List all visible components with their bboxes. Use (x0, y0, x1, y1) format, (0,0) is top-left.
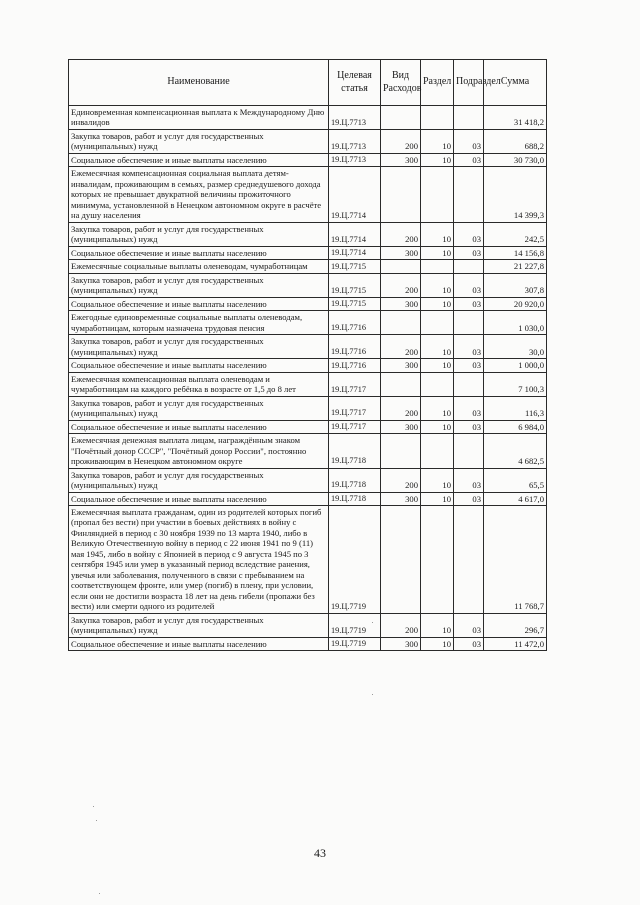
cell-expense-type (381, 434, 421, 468)
cell-sum: 4 682,5 (484, 434, 547, 468)
cell-article: 19.Ц.7717 (329, 396, 381, 420)
cell-name: Закупка товаров, работ и услуг для государственных (муниципальных) нужд (69, 396, 329, 420)
cell-name: Ежемесячная выплата гражданам, один из родителей которых погиб (пропал без вести) при участии в боевых действиях в войну с Финляндией в период с 30 ноября 1939 по 13 марта 1940, либо в Великую Отечественную войну в период с 22 июня 1941 по 9 (11) мая 1945, либо в войну с Японией в период с 9 августа 1945 по 3 сентября 1945 или умер в указанный период вследствие ранения, увечья или заболевания, полученного в связи с пребыванием на соответствующем фронте, или умер (погиб) в плену, при условии, если они не достигли возраста 18 лет на день гибели (пропажи без вести) или смерти одного из родителей (69, 505, 329, 613)
page-number: 43 (314, 846, 326, 860)
cell-subsection (454, 311, 484, 335)
cell-article: 19.Ц.7718 (329, 434, 381, 468)
cell-subsection (454, 260, 484, 273)
cell-subsection: 03 (454, 420, 484, 433)
cell-sum: 11 768,7 (484, 505, 547, 613)
scan-speck (99, 893, 100, 894)
header-name: Наименование (69, 60, 329, 106)
cell-sum: 242,5 (484, 222, 547, 246)
cell-sum: 6 984,0 (484, 420, 547, 433)
cell-sum: 65,5 (484, 468, 547, 492)
cell-section: 10 (421, 222, 454, 246)
table-row (69, 106, 547, 130)
table-row (69, 246, 547, 259)
cell-section: 10 (421, 129, 454, 153)
cell-article: 19.Ц.7716 (329, 359, 381, 372)
scan-speck (372, 622, 373, 623)
cell-name: Закупка товаров, работ и услуг для государственных (муниципальных) нужд (69, 273, 329, 297)
cell-sum: 307,8 (484, 273, 547, 297)
cell-subsection: 03 (454, 129, 484, 153)
table-row (69, 372, 547, 396)
table-row (69, 167, 547, 222)
table-row (69, 335, 547, 359)
cell-expense-type (381, 260, 421, 273)
cell-expense-type: 200 (381, 613, 421, 637)
cell-article: 19.Ц.7714 (329, 222, 381, 246)
table-row (69, 434, 547, 468)
cell-expense-type (381, 372, 421, 396)
cell-subsection: 03 (454, 246, 484, 259)
cell-name: Ежегодные единовременные социальные выплаты оленеводам, чумработницам, которым назначена трудовая пенсия (69, 311, 329, 335)
cell-sum: 116,3 (484, 396, 547, 420)
cell-section: 10 (421, 420, 454, 433)
cell-expense-type (381, 505, 421, 613)
cell-section: 10 (421, 468, 454, 492)
cell-expense-type: 300 (381, 153, 421, 166)
cell-article: 19.Ц.7715 (329, 273, 381, 297)
cell-name: Ежемесячные социальные выплаты оленеводам, чумработницам (69, 260, 329, 273)
cell-expense-type: 300 (381, 420, 421, 433)
cell-subsection: 03 (454, 637, 484, 650)
cell-article: 19.Ц.7714 (329, 246, 381, 259)
cell-section: 10 (421, 613, 454, 637)
cell-subsection (454, 505, 484, 613)
cell-section: 10 (421, 335, 454, 359)
table-row (69, 129, 547, 153)
table-row (69, 297, 547, 310)
cell-section: 10 (421, 359, 454, 372)
cell-article: 19.Ц.7719 (329, 637, 381, 650)
cell-article: 19.Ц.7713 (329, 106, 381, 130)
cell-section (421, 167, 454, 222)
cell-article: 19.Ц.7715 (329, 297, 381, 310)
cell-sum: 296,7 (484, 613, 547, 637)
cell-name: Социальное обеспечение и иные выплаты населению (69, 492, 329, 505)
cell-expense-type: 300 (381, 246, 421, 259)
cell-section: 10 (421, 246, 454, 259)
table-row (69, 222, 547, 246)
cell-expense-type (381, 311, 421, 335)
table-row (69, 637, 547, 650)
scan-speck (93, 806, 94, 807)
cell-sum: 30 730,0 (484, 153, 547, 166)
cell-subsection: 03 (454, 396, 484, 420)
cell-subsection: 03 (454, 613, 484, 637)
cell-sum: 31 418,2 (484, 106, 547, 130)
cell-sum: 1 030,0 (484, 311, 547, 335)
cell-subsection (454, 106, 484, 130)
cell-name: Закупка товаров, работ и услуг для государственных (муниципальных) нужд (69, 222, 329, 246)
header-section: Раздел (421, 60, 454, 106)
cell-name: Ежемесячная компенсационная социальная выплата детям-инвалидам, проживающим в семьях, размер среднедушевого дохода которых не превышает двукратной величины прожиточного минимума, установленной в Ненецком автономном округе в расчёте на душу населения (69, 167, 329, 222)
cell-name: Ежемесячная денежная выплата лицам, награждённым знаком "Почётный донор СССР", "Почётный донор России", постоянно проживающим в Ненецком автономном округе (69, 434, 329, 468)
cell-expense-type: 300 (381, 637, 421, 650)
cell-sum: 30,0 (484, 335, 547, 359)
cell-name: Социальное обеспечение и иные выплаты населению (69, 359, 329, 372)
cell-section: 10 (421, 396, 454, 420)
cell-section (421, 505, 454, 613)
cell-expense-type: 200 (381, 273, 421, 297)
cell-name: Социальное обеспечение и иные выплаты населению (69, 153, 329, 166)
cell-section (421, 106, 454, 130)
cell-name: Социальное обеспечение и иные выплаты населению (69, 637, 329, 650)
cell-section (421, 311, 454, 335)
cell-expense-type: 200 (381, 222, 421, 246)
budget-table (68, 59, 547, 651)
cell-article: 19.Ц.7718 (329, 468, 381, 492)
cell-subsection: 03 (454, 153, 484, 166)
cell-section: 10 (421, 637, 454, 650)
cell-article: 19.Ц.7713 (329, 153, 381, 166)
cell-section (421, 260, 454, 273)
table-row (69, 153, 547, 166)
cell-expense-type: 200 (381, 129, 421, 153)
cell-subsection: 03 (454, 297, 484, 310)
cell-subsection (454, 434, 484, 468)
table-body (69, 106, 547, 651)
cell-name: Закупка товаров, работ и услуг для государственных (муниципальных) нужд (69, 613, 329, 637)
cell-subsection: 03 (454, 468, 484, 492)
cell-sum: 11 472,0 (484, 637, 547, 650)
table-row (69, 273, 547, 297)
cell-name: Социальное обеспечение и иные выплаты населению (69, 246, 329, 259)
header-expense-type: Вид Расходов (381, 60, 421, 106)
cell-subsection (454, 372, 484, 396)
table-row (69, 311, 547, 335)
table-header-row (69, 60, 547, 106)
cell-article: 19.Ц.7719 (329, 613, 381, 637)
cell-sum: 4 617,0 (484, 492, 547, 505)
cell-sum: 14 156,8 (484, 246, 547, 259)
header-article: Целевая статья (329, 60, 381, 106)
table-row (69, 260, 547, 273)
cell-sum: 21 227,8 (484, 260, 547, 273)
cell-section (421, 434, 454, 468)
scan-speck (372, 694, 373, 695)
table-row (69, 420, 547, 433)
table-row (69, 492, 547, 505)
cell-name: Социальное обеспечение и иные выплаты населению (69, 420, 329, 433)
cell-name: Закупка товаров, работ и услуг для государственных (муниципальных) нужд (69, 335, 329, 359)
cell-sum: 7 100,3 (484, 372, 547, 396)
cell-name: Ежемесячная компенсационная выплата оленеводам и чумработницам на каждого ребёнка в возрасте от 1,5 до 8 лет (69, 372, 329, 396)
cell-expense-type: 200 (381, 396, 421, 420)
cell-expense-type: 200 (381, 335, 421, 359)
cell-sum: 1 000,0 (484, 359, 547, 372)
header-sum: Сумма (484, 60, 547, 106)
cell-expense-type: 300 (381, 492, 421, 505)
header-subsection: Подраздел (454, 60, 484, 106)
cell-subsection: 03 (454, 335, 484, 359)
cell-article: 19.Ц.7713 (329, 129, 381, 153)
table-row (69, 359, 547, 372)
cell-expense-type: 300 (381, 297, 421, 310)
cell-section (421, 372, 454, 396)
cell-sum: 14 399,3 (484, 167, 547, 222)
table-row (69, 396, 547, 420)
cell-section: 10 (421, 297, 454, 310)
cell-article: 19.Ц.7716 (329, 335, 381, 359)
cell-subsection: 03 (454, 273, 484, 297)
cell-expense-type: 200 (381, 468, 421, 492)
cell-sum: 688,2 (484, 129, 547, 153)
cell-expense-type (381, 167, 421, 222)
cell-article: 19.Ц.7717 (329, 372, 381, 396)
cell-name: Единовременная компенсационная выплата к Международному Дню инвалидов (69, 106, 329, 130)
cell-expense-type: 300 (381, 359, 421, 372)
cell-subsection: 03 (454, 359, 484, 372)
cell-name: Закупка товаров, работ и услуг для государственных (муниципальных) нужд (69, 129, 329, 153)
cell-expense-type (381, 106, 421, 130)
cell-article: 19.Ц.7718 (329, 492, 381, 505)
cell-name: Закупка товаров, работ и услуг для государственных (муниципальных) нужд (69, 468, 329, 492)
table-row (69, 505, 547, 613)
cell-subsection (454, 167, 484, 222)
cell-article: 19.Ц.7716 (329, 311, 381, 335)
cell-section: 10 (421, 153, 454, 166)
table-row (69, 613, 547, 637)
table-row (69, 468, 547, 492)
cell-subsection: 03 (454, 222, 484, 246)
cell-sum: 20 920,0 (484, 297, 547, 310)
cell-article: 19.Ц.7715 (329, 260, 381, 273)
cell-article: 19.Ц.7717 (329, 420, 381, 433)
scan-speck (96, 820, 97, 821)
cell-name: Социальное обеспечение и иные выплаты населению (69, 297, 329, 310)
cell-article: 19.Ц.7719 (329, 505, 381, 613)
cell-subsection: 03 (454, 492, 484, 505)
cell-article: 19.Ц.7714 (329, 167, 381, 222)
cell-section: 10 (421, 492, 454, 505)
cell-section: 10 (421, 273, 454, 297)
